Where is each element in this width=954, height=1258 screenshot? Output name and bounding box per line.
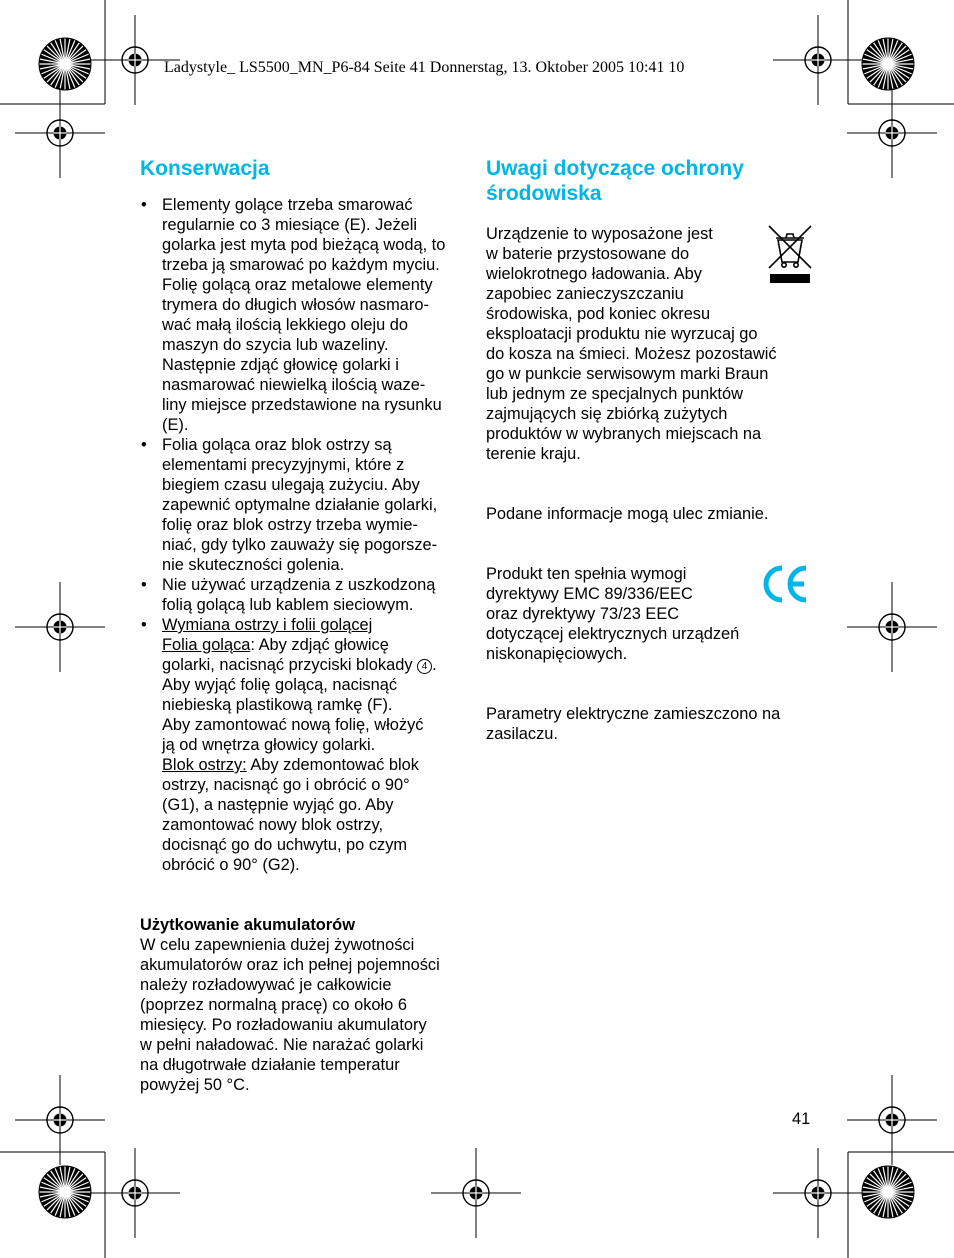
environment-text: Urządzenie to wyposażone jest w baterie przystosowane do wielokrotnego ładowania. Aby zapobiec zanieczyszczaniu środowiska, pod koniec okresu eksploatacji produktu nie wyrzucaj go do kosza na śmieci. Możesz pozostawić go w punkcie serwisowym marki Braun lub jednym ze specjalnych punktów zajmujących się zbiórką zużytych produktów w wybranych miejscach na terenie kraju. xyxy=(486,224,816,464)
battery-heading: Użytkowanie akumulatorów xyxy=(140,916,355,934)
replacement-heading: Wymiana ostrzy i folii golącej xyxy=(162,616,373,634)
list-item-text: Wymiana ostrzy i folii golącej Folia goląca: Aby zdjąć głowicę golarki, nacisnąć przyciski blokady 4 . Aby wyjąć folię golącą, nacisnąć niebieską plastikową ramkę (F). Aby zamontować nową folię, włożyć ją od wnętrza głowicy golarki. Blok ostrzy: Aby zdemontować blok ostrzy, nacisnąć go i obrócić o 90° (G1), a następnie wyjąć go. Aby zamontować nowy blok ostrzy, docisnąć go do uchwytu, po czym obrócić o 90° (G2). xyxy=(162,615,470,875)
list-item-text: Nie używać urządzenia z uszkodzoną folią golącą lub kablem sieciowym. xyxy=(162,576,436,614)
registration-mark-icon xyxy=(90,1148,180,1238)
starburst-mark-icon xyxy=(39,38,91,90)
foil-label: Folia goląca xyxy=(162,636,251,654)
bullet: • xyxy=(141,436,147,454)
change-notice: Podane informacje mogą ulec zmianie. xyxy=(486,505,769,523)
bullet: • xyxy=(141,616,147,634)
battery-section: Użytkowanie akumulatorów W celu zapewnienia dużej żywotności akumulatorów oraz ich pełnej pojemności należy rozładowywać je całkowicie (poprzez normalną pracę) co około 6 miesięcy. Po rozładowaniu akumulatory w pełni naładować. Nie narażać golarki na długotrwałe działanie temperatur powyżej 50 °C. xyxy=(140,915,470,1095)
print-slug: Ladystyle_ LS5500_MN_P6-84 Seite 41 Donnerstag, 13. Oktober 2005 10:41 10 xyxy=(164,59,685,76)
list-item-text: Folia goląca oraz blok ostrzy są elementami precyzyjnymi, które z biegiem czasu ulegają zużyciu. Aby zapewnić optymalne działanie golarki, folię oraz blok ostrzy trzeba wymie- niać, gdy tylko zauważy się pogorsze- nie skuteczności golenia. xyxy=(162,436,438,574)
bullet: • xyxy=(141,196,147,214)
list-item xyxy=(140,435,470,575)
page-number: 41 xyxy=(792,1110,811,1128)
registration-mark-icon xyxy=(773,1148,863,1238)
registration-mark-icon xyxy=(847,88,937,178)
electrical-parameters-note: Parametry elektryczne zamieszczono na zasilaczu. xyxy=(486,705,781,743)
list-item xyxy=(140,575,470,615)
registration-mark-icon xyxy=(15,88,105,178)
lock-button-number: 4 xyxy=(417,659,432,674)
starburst-mark-icon xyxy=(39,1166,91,1218)
maintenance-list xyxy=(140,195,470,875)
left-column xyxy=(140,156,470,1095)
ce-declaration: Produkt ten spełnia wymogi dyrektywy EMC 89/336/EEC oraz dyrektywy 73/23 EEC dotyczącej elektrycznych urządzeń niskonapięciowych. xyxy=(486,564,816,664)
list-item-text: Elementy golące trzeba smarować regularnie co 3 miesiące (E). Jeżeli golarka jest myta pod bieżącą wodą, to trzeba ją smarować po każdym myciu. Folię golącą oraz metalowe elementy trymera do długich włosów nasmaro- wać małą ilością lekkiego oleju do maszyn do szycia lub wazeliny. Następnie zdjąć głowicę golarki i nasmarować niewielką ilością waze- liny miejsce przedstawione na rysunku (E). xyxy=(162,196,446,434)
starburst-mark-icon xyxy=(862,1166,914,1218)
weee-bin-icon xyxy=(766,222,814,288)
registration-mark-icon xyxy=(431,1148,521,1238)
ce-mark-icon xyxy=(762,562,810,606)
section-title-environment: Uwagi dotyczące ochrony środowiska xyxy=(486,157,744,205)
list-item xyxy=(140,195,470,435)
right-column xyxy=(486,156,816,744)
bullet: • xyxy=(141,576,147,594)
blade-block-label: Blok ostrzy: xyxy=(162,756,247,774)
starburst-mark-icon xyxy=(862,38,914,90)
registration-mark-icon xyxy=(773,15,863,105)
registration-mark-icon xyxy=(15,582,105,672)
section-title-maintenance: Konserwacja xyxy=(140,157,270,180)
list-item xyxy=(140,615,470,875)
registration-mark-icon xyxy=(847,582,937,672)
